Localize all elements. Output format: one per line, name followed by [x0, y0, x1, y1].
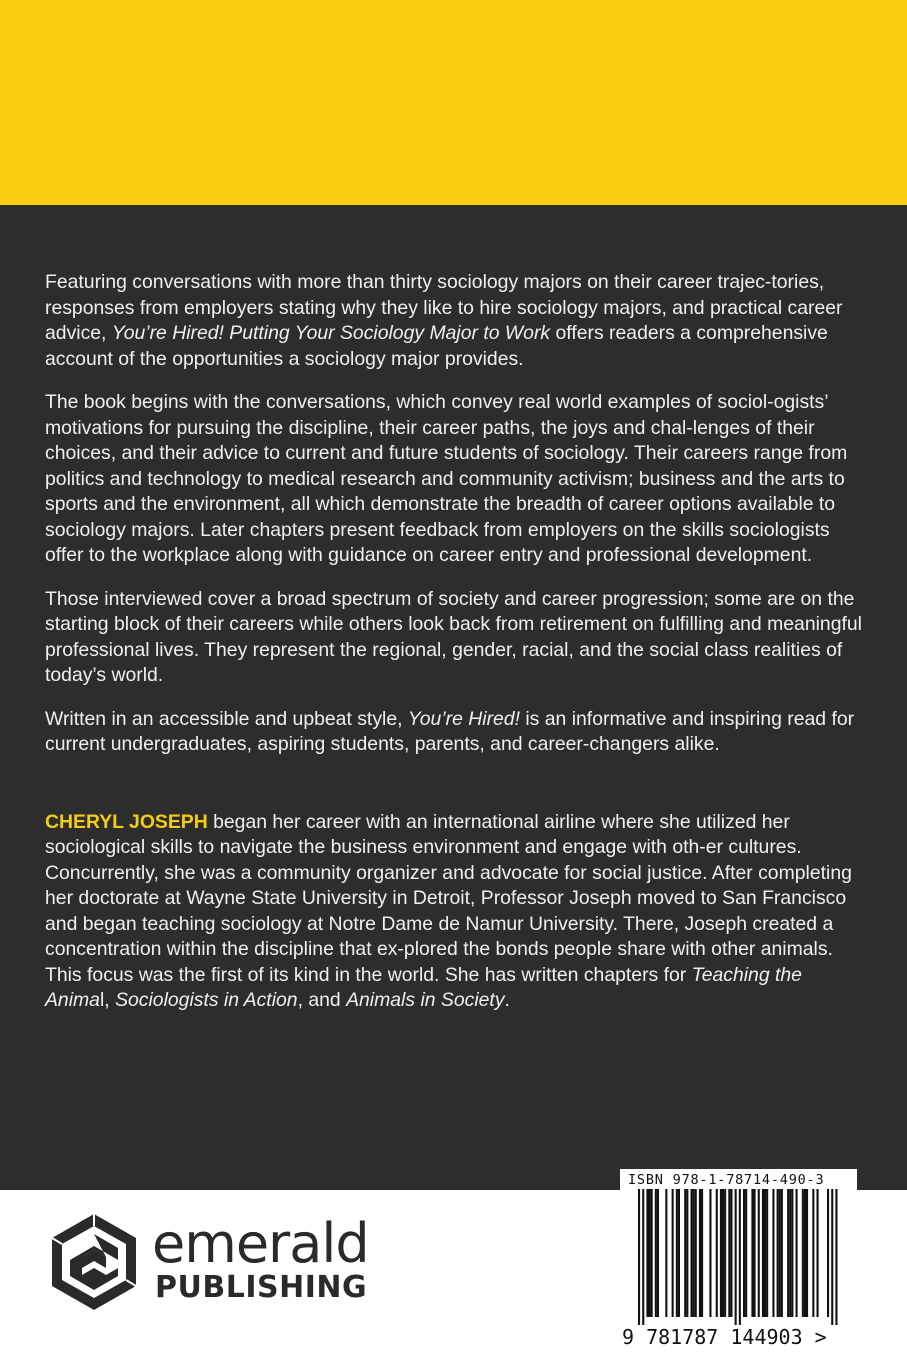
barcode-bar	[812, 1189, 814, 1317]
barcode-bar	[787, 1189, 789, 1317]
emerald-hexagon-logo-icon	[48, 1212, 140, 1312]
barcode-bar	[728, 1189, 730, 1317]
barcode-bar	[672, 1189, 674, 1317]
barcode-bar	[791, 1189, 793, 1317]
barcode-bars	[620, 1189, 857, 1325]
barcode-bar	[693, 1189, 695, 1317]
publisher-name: emerald	[152, 1212, 369, 1275]
barcode-bar	[772, 1189, 774, 1317]
barcode-bar	[766, 1189, 768, 1317]
description-paragraph-3: Those interviewed cover a broad spectrum of society and career progression; some are on the starting block of their careers while others look back from retirement on fulfilling and meaningful professional lives. They represent the regional, gender, racial, and the social class realities of today’s world.	[45, 587, 862, 686]
barcode-bar	[779, 1189, 781, 1317]
barcode-bar	[758, 1189, 760, 1317]
top-yellow-band	[0, 0, 907, 205]
barcode-bar	[804, 1189, 806, 1317]
author-bio: CHERYL JOSEPH began her career with an international airline where she utilized her sociological skills to navigate the business environment and engage with oth-er cultures. Concurrently, she was a community organizer and advocate for social justice. After completing her doctorate at Wayne State University in Detroit, Professor Joseph moved to San Francisco and began teaching sociology at Notre Dame de Namur University. There, Joseph created a concentration within the discipline that ex-plored the bonds people share with other animals. This focus was the first of its kind in the world. She has written chapters for Teaching the Animal, Sociologists in Action, and Animals in Society.	[45, 810, 852, 1011]
barcode-bar	[651, 1189, 653, 1317]
barcode-bar	[657, 1189, 659, 1317]
barcode-bar	[802, 1189, 804, 1317]
barcode-bar	[777, 1189, 779, 1317]
barcode-bar	[716, 1189, 718, 1317]
barcode-bar	[730, 1189, 732, 1317]
barcode-bar	[691, 1189, 693, 1317]
isbn-barcode	[620, 1169, 857, 1349]
publisher-logo	[48, 1212, 378, 1317]
barcode-bar	[743, 1189, 745, 1317]
barcode-bar	[817, 1189, 819, 1317]
barcode-bar	[739, 1189, 741, 1325]
description-paragraph-1: Featuring conversations with more than thirty sociology majors on their career trajec-tories, responses from employers stating why they like to hire sociology majors, and practical career advice, You’re Hired! Putting Your Sociology Major to Work offers readers a comprehensive account of the opportunities a sociology major provides.	[45, 271, 843, 370]
barcode-bar	[745, 1189, 747, 1317]
barcode-bar	[827, 1189, 829, 1317]
barcode-bar	[720, 1189, 722, 1317]
barcode-bar	[655, 1189, 657, 1317]
barcode-bar	[751, 1189, 753, 1317]
barcode-bar	[699, 1189, 701, 1317]
book-title-short: You’re Hired!	[407, 707, 520, 730]
barcode-bar	[796, 1189, 798, 1317]
barcode-bar	[831, 1189, 833, 1325]
barcode-bar	[638, 1189, 640, 1325]
barcode-bar	[709, 1189, 711, 1317]
barcode-bar	[686, 1189, 688, 1317]
barcode-bar	[676, 1189, 678, 1317]
barcode-bar	[695, 1189, 697, 1317]
description-paragraph-4: Written in an accessible and upbeat style, You’re Hired! is an informative and inspiring read for current undergraduates, aspiring students, parents, and career-changers alike.	[45, 707, 855, 755]
barcode-bar	[735, 1189, 737, 1325]
barcode-bar	[754, 1189, 756, 1317]
barcode-bar	[806, 1189, 808, 1317]
barcode-bar	[722, 1189, 724, 1317]
barcode-bar	[764, 1189, 766, 1317]
isbn-digits: 9 781787 144903 >	[622, 1325, 827, 1349]
publisher-subtitle: PUBLISHING	[155, 1270, 368, 1305]
book-title: You’re Hired! Putting Your Sociology Major to Work	[111, 322, 551, 344]
barcode-bar	[646, 1189, 648, 1317]
author-book-3: Animals in Society	[346, 989, 505, 1011]
barcode-bar	[665, 1189, 667, 1317]
author-book-1: Teaching the Anima	[45, 963, 802, 1011]
author-book-2: Sociologists in Action	[115, 989, 298, 1011]
barcode-bar	[642, 1189, 644, 1325]
back-cover-copy	[45, 270, 865, 1032]
barcode-bar	[701, 1189, 703, 1317]
description-paragraph-2: The book begins with the conversations, which convey real world examples of sociol-ogists’ motivations for pursuing the discipline, their career paths, the joys and chal-lenges of their choices, and their advice to current and future students of sociology. Their careers range from politics and technology to medical research and community activism; business and the arts to sports and the environment, all which demonstrate the breadth of career options available to sociology majors. Later chapters present feedback from employers on the skills sociologists offer to the workplace along with guidance on career entry and professional development.	[45, 391, 848, 566]
isbn-label: ISBN 978-1-78714-490-3	[628, 1172, 825, 1188]
barcode-bar	[762, 1189, 764, 1317]
barcode-bar	[724, 1189, 726, 1317]
barcode-bar	[789, 1189, 791, 1317]
barcode-bar	[649, 1189, 651, 1317]
author-name: CHERYL JOSEPH	[45, 810, 208, 833]
barcode-bar	[678, 1189, 680, 1317]
barcode-bar	[684, 1189, 686, 1317]
barcode-bar	[835, 1189, 837, 1325]
barcode-bar	[781, 1189, 783, 1317]
